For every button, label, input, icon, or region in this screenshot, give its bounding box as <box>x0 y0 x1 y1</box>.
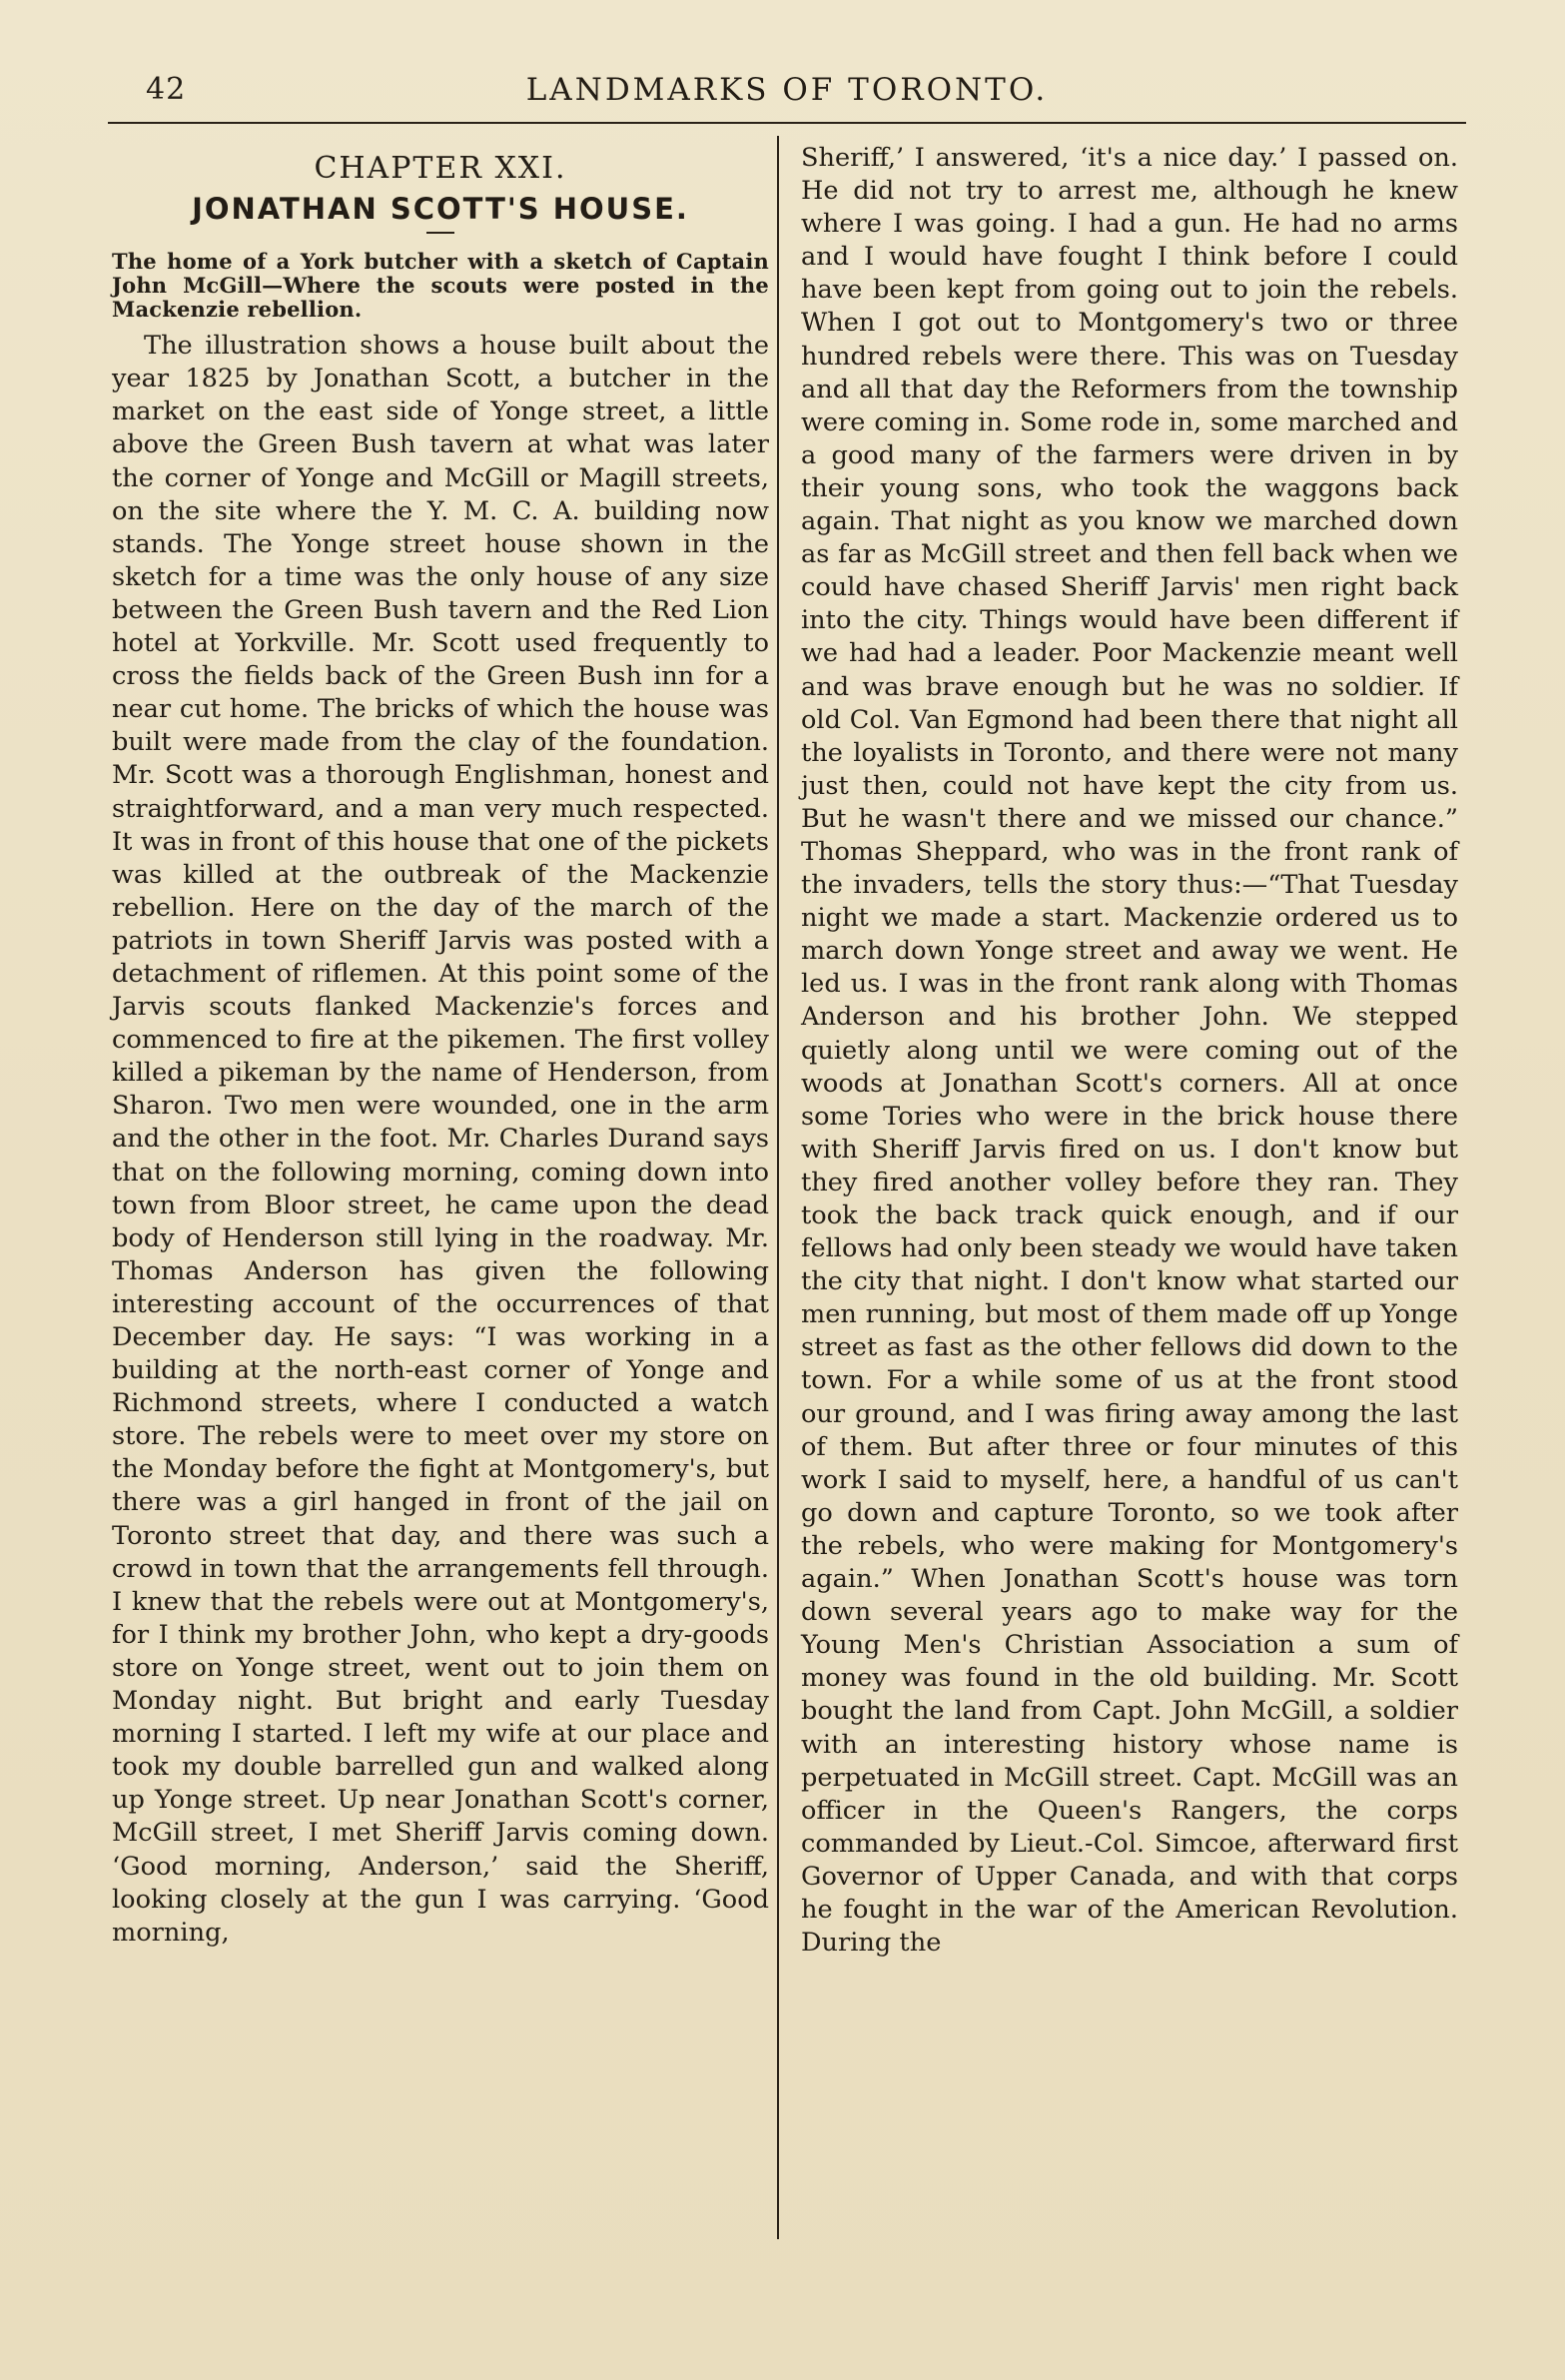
chapter-number: CHAPTER XXI. <box>314 151 567 186</box>
running-head: LANDMARKS OF TORONTO. <box>525 72 1049 108</box>
right-column <box>801 142 1458 1960</box>
right-column-text: Sheriff,’ I answered, ‘it's a nice day.’ I passed on. He did not try to arrest me, although he knew where I was going. I had a gun. He had no arms and I would have fought I think before I could have been kept from going out to join the rebels. When I got out to Montgomery's two or three hundred rebels were there. This was on Tuesday and all that day the Reformers from the township were coming in. Some rode in, some marched and a good many of the farmers were driven in by their young sons, who took the waggons back again. That night as you know we marched down as far as McGill street and then fell back when we could have chased Sheriff Jarvis' men right back into the city. Things would have been different if we had had a leader. Poor Mackenzie meant well and was brave enough but he was no soldier. If old Col. Van Egmond had been there that night all the loyalists in Toronto, and there were not many just then, could not have kept the city from us. But he wasn't there and we missed our chance.” Thomas Sheppard, who was in the front rank of the invaders, tells the story thus:—“That Tuesday night we made a start. Mackenzie ordered us to march down Yonge street and away we went. He led us. I was in the front rank along with Thomas Anderson and his brother John. We stepped quietly along until we were coming out of the woods at Jonathan Scott's corners. All at once some Tories who were in the brick house there with Sheriff Jarvis fired on us. I don't know but they fired another volley before they ran. They took the back track quick enough, and if our fellows had only been steady we would have taken the city that night. I don't know what started our men running, but most of them made off up Yonge street as fast as the other fellows did down to the town. For a while some of us at the front stood our ground, and I was firing away among the last of them. But after three or four minutes of this work I said to myself, here, a handful of us can't go down and capture Toronto, so we took after the rebels, who were making for Montgomery's again.” When Jonathan Scott's house was torn down several years ago to make way for the Young Men's Christian Association a sum of money was found in the old building. Mr. Scott bought the land from Capt. John McGill, a soldier with an interesting history whose name is perpetuated in McGill street. Capt. McGill was an officer in the Queen's Rangers, the corps commanded by Lieut.-Col. Simcoe, afterward first Governor of Upper Canada, and with that corps he fought in the war of the American Revolution. During the <box>801 143 1458 1959</box>
header-rule <box>108 122 1466 124</box>
chapter-subtitle: The home of a York butcher with a sketch of Captain John McGill—Where the scouts were posted in the Mackenzie rebellion. <box>112 249 769 323</box>
column-divider <box>777 136 779 2239</box>
title-dash <box>426 232 454 234</box>
left-column-text: The illustration shows a house built about the year 1825 by Jonathan Scott, a butcher in the market on the east side of Yonge street, a little above the Green Bush tavern at what was later the corner of Yonge and McGill or Magill streets, on the site where the Y. M. C. A. building now stands. The Yonge street house shown in the sketch for a time was the only house of any size between the Green Bush tavern and the Red Lion hotel at Yorkville. Mr. Scott used frequently to cross the fields back of the Green Bush inn for a near cut home. The bricks of which the house was built were made from the clay of the foundation. Mr. Scott was a thorough Englishman, honest and straightforward, and a man very much respected. It was in front of this house that one of the pickets was killed at the outbreak of the Mackenzie rebellion. Here on the day of the march of the patriots in town Sheriff Jarvis was posted with a detachment of riflemen. At this point some of the Jarvis scouts flanked Mackenzie's forces and commenced to fire at the pikemen. The first volley killed a pikeman by the name of Henderson, from Sharon. Two men were wounded, one in the arm and the other in the foot. Mr. Charles Durand says that on the following morning, coming down into town from Bloor street, he came upon the dead body of Henderson still lying in the roadway. Mr. Thomas Anderson has given the following interesting account of the occurrences of that December day. He says: “I was working in a building at the north-east corner of Yonge and Richmond streets, where I conducted a watch store. The rebels were to meet over my store on the Monday before the fight at Montgomery's, but there was a girl hanged in front of the jail on Toronto street that day, and there was such a crowd in town that the arrangements fell through. I knew that the rebels were out at Montgomery's, for I think my brother John, who kept a dry-goods store on Yonge street, went out to join them on Monday night. But bright and early Tuesday morning I started. I left my wife at our place and took my double barrelled gun and walked along up Yonge street. Up near Jonathan Scott's corner, McGill street, I met Sheriff Jarvis coming down. ‘Good morning, Anderson,’ said the Sheriff, looking closely at the gun I was carrying. ‘Good morning, <box>112 331 769 1948</box>
chapter-title: JONATHAN SCOTT'S HOUSE. <box>192 192 689 227</box>
page-header <box>108 72 1466 120</box>
page-number: 42 <box>146 72 187 107</box>
left-column <box>112 142 769 1950</box>
